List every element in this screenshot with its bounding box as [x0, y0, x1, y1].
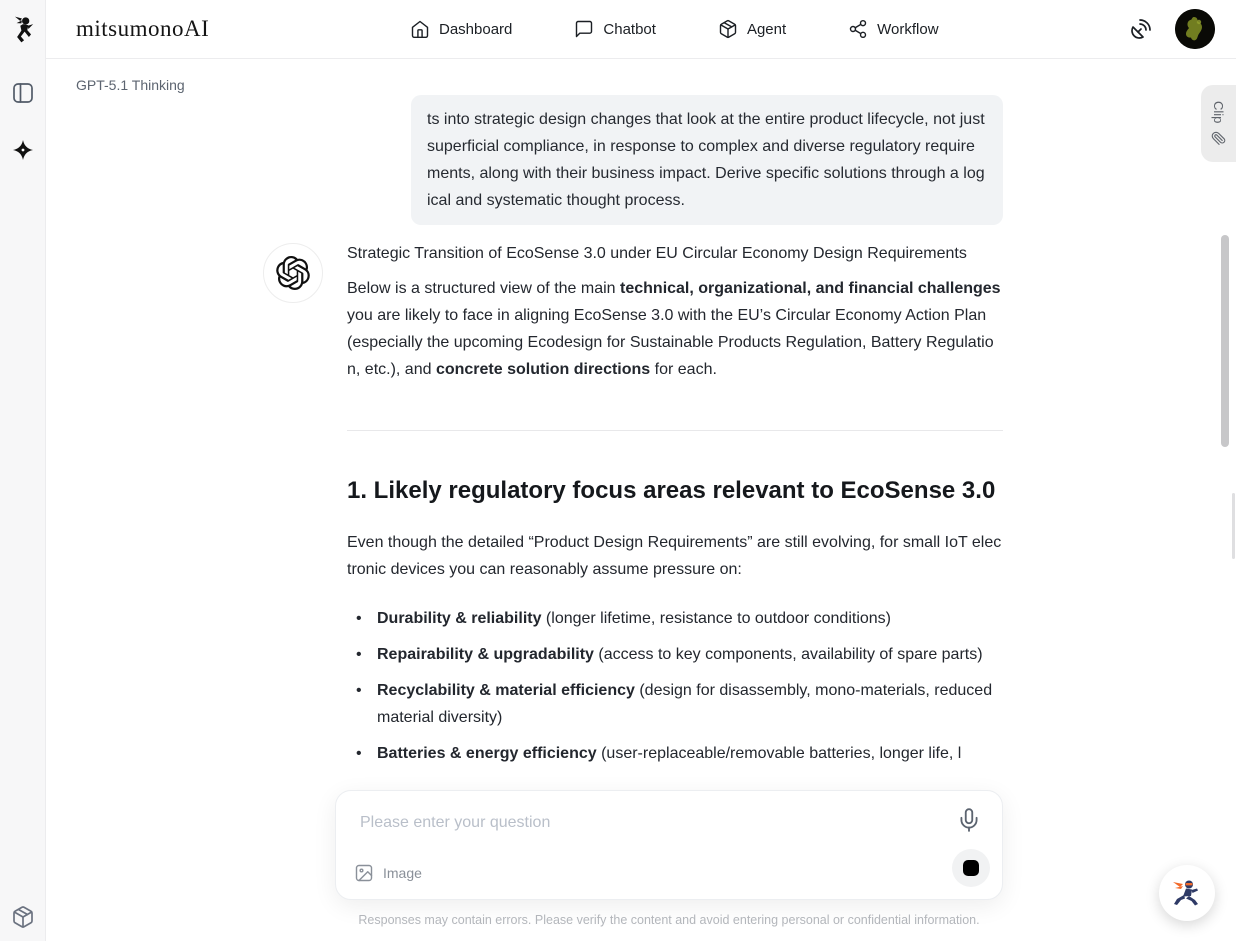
paperclip-icon [1211, 131, 1226, 146]
top-header [46, 0, 1236, 59]
stop-icon [963, 860, 979, 876]
mic-icon[interactable] [956, 807, 982, 833]
satellite-call-icon[interactable] [1129, 17, 1153, 41]
openai-logo [276, 256, 310, 290]
share-network-icon [848, 19, 868, 39]
header-right [1129, 9, 1215, 49]
user-message-bubble: ts into strategic design changes that look at the entire product lifecycle, not just superficial compliance, in response to complex and diverse regulatory requirements, along with their business impact. Derive specific solutions through a logical and systematic thought process. [411, 95, 1003, 225]
nav-label: Dashboard [439, 20, 513, 38]
image-button-label: Image [383, 865, 422, 881]
chat-scrollbar-thumb[interactable] [1221, 235, 1229, 447]
ninja-logo-icon [10, 14, 36, 44]
panel-toggle-icon[interactable] [11, 81, 35, 105]
disclaimer-text: Responses may contain errors. Please verify the content and avoid entering personal or confidential information. [358, 913, 980, 927]
home-icon [410, 19, 430, 39]
list-item: • Repairability & upgradability (access to key components, availability of spare parts) [347, 641, 1003, 668]
assistant-title: Strategic Transition of EcoSense 3.0 under EU Circular Economy Design Requirements [347, 245, 967, 262]
image-upload-button[interactable] [354, 863, 422, 883]
ninja-mascot-icon [1169, 875, 1205, 911]
assistant-avatar [263, 243, 323, 303]
list-item: • Recyclability & material efficiency (design for disassembly, mono-materials, reduced material diversity) [347, 677, 1003, 731]
chat-bubble-icon [574, 19, 594, 39]
main-nav [410, 19, 939, 39]
assistant-message [347, 240, 1003, 776]
image-icon [354, 863, 374, 883]
section-intro: Even though the detailed “Product Design Requirements” are still evolving, for small IoT electronic devices you can reasonably assume pressure on: [347, 534, 1002, 578]
question-input[interactable] [360, 809, 920, 837]
model-label: GPT-5.1 Thinking [76, 77, 185, 93]
bullet-list [347, 605, 1003, 767]
clip-panel-tab[interactable] [1201, 85, 1236, 162]
brand-title: mitsumonoAI [76, 16, 210, 41]
nav-label: Agent [746, 20, 787, 38]
nav-item-dashboard[interactable] [410, 19, 512, 39]
cube-icon[interactable] [11, 905, 35, 929]
nav-label: Chatbot [603, 20, 656, 38]
chat-main [46, 60, 1236, 941]
section-heading: 1. Likely regulatory focus areas relevant to EcoSense 3.0 [347, 477, 996, 504]
stop-generating-button[interactable] [952, 849, 990, 887]
user-avatar[interactable] [1175, 9, 1215, 49]
page-scrollbar-thumb[interactable] [1232, 493, 1235, 559]
nav-item-workflow[interactable] [848, 19, 938, 39]
assistant-mascot-fab[interactable] [1159, 865, 1215, 921]
nav-item-agent[interactable] [718, 19, 786, 39]
box-icon [718, 19, 738, 39]
list-item: • Batteries & energy efficiency (user-replaceable/removable batteries, longer life, l [347, 740, 1003, 767]
list-item: • Durability & reliability (longer lifetime, resistance to outdoor conditions) [347, 605, 1003, 632]
nav-item-chatbot[interactable] [574, 19, 656, 39]
nav-label: Workflow [877, 20, 939, 38]
clip-tab-label: Clip [1211, 100, 1226, 124]
avatar-figure [1175, 9, 1215, 49]
composer-card [335, 790, 1003, 900]
divider [347, 430, 1003, 431]
sparkle-icon[interactable] [11, 138, 35, 162]
sidebar [0, 0, 46, 941]
assistant-intro: Below is a structured view of the main technical, organizational, and financial challenges you are likely to face in aligning EcoSense 3.0 with the EU’s Circular Economy Action Plan (especially the upcoming Ecodesign for Sustainable Products Regulation, Battery Regulation, etc.), and concrete solution directions for each. [347, 280, 1001, 378]
